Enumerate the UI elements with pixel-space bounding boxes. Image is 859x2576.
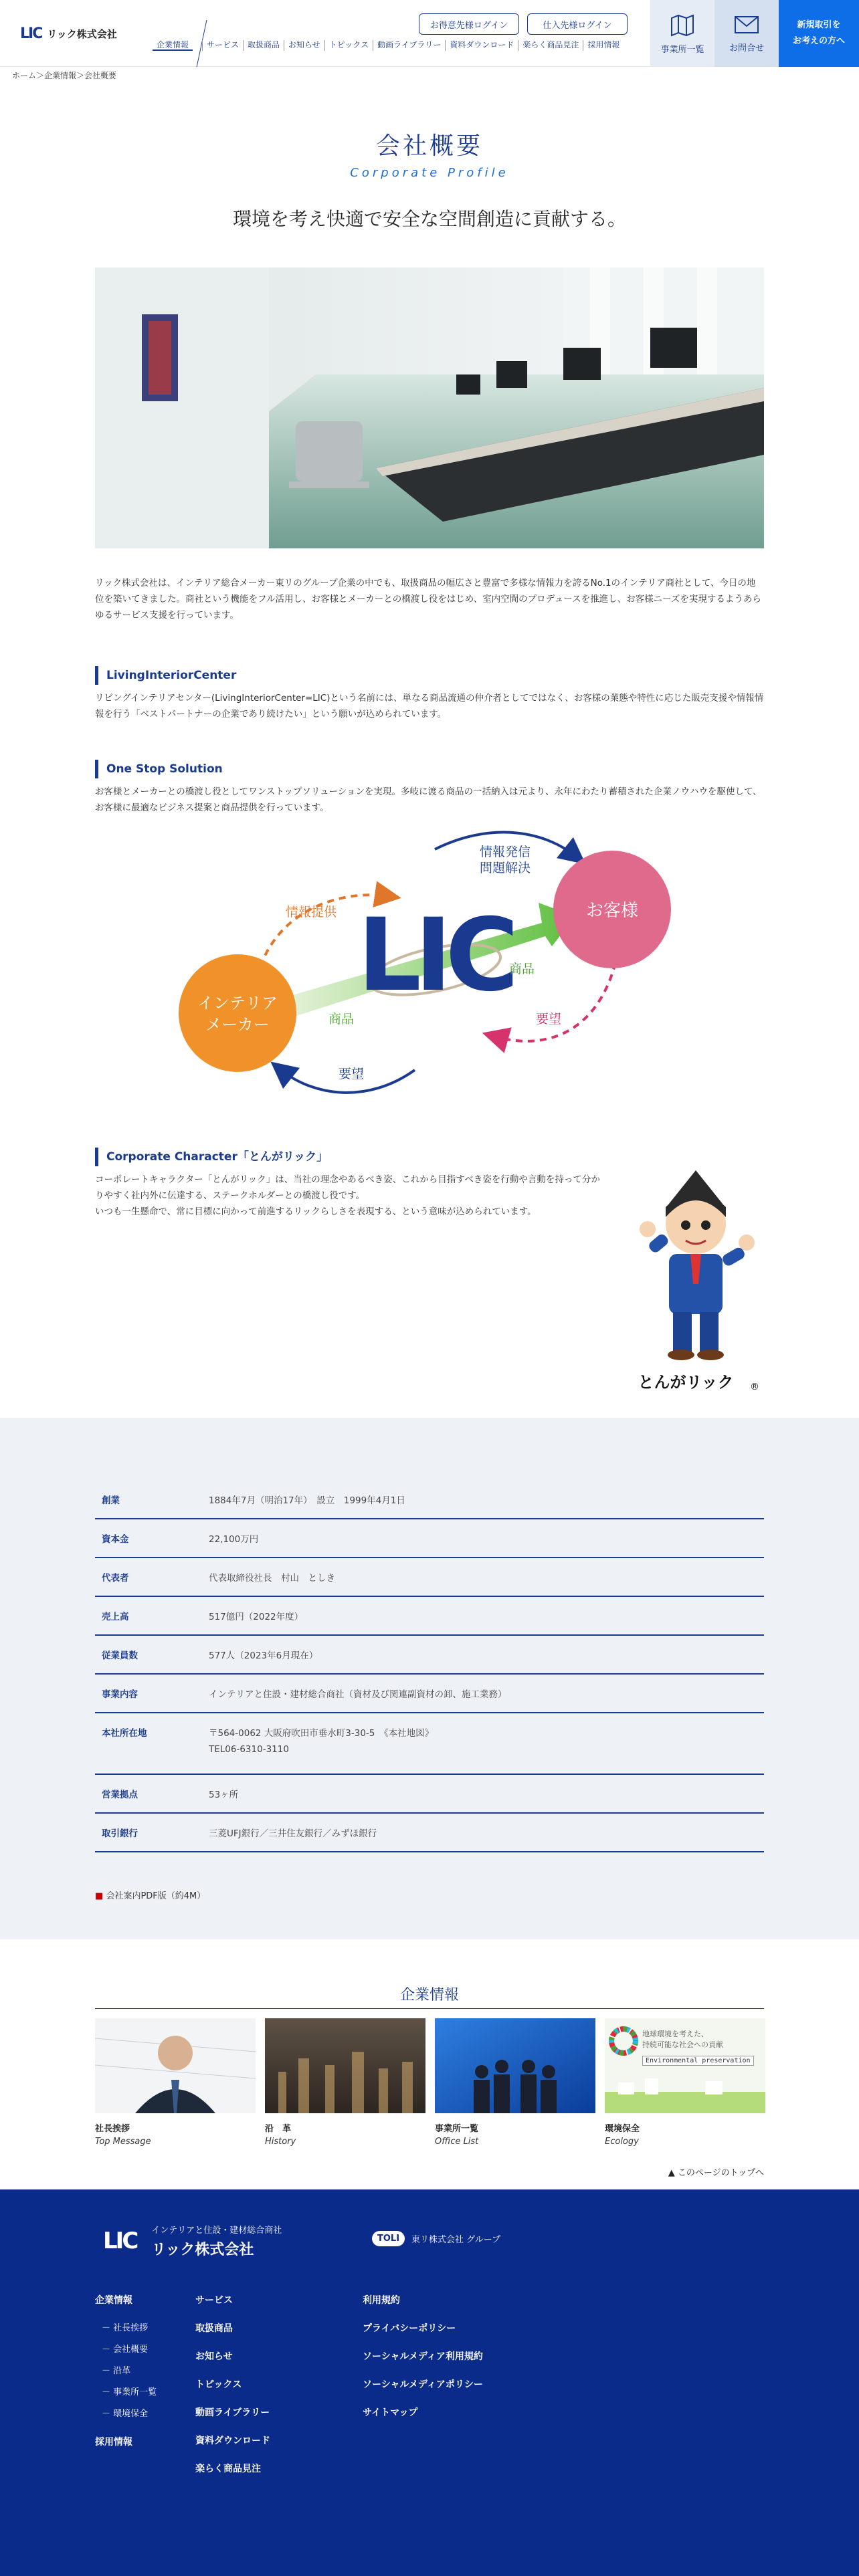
pdf-link[interactable] [95, 1889, 205, 1901]
logo-mark: LIC [20, 25, 42, 42]
ecology-banner-text: 地球環境を考えた、 持続可能な社会への貢献 [642, 2030, 723, 2049]
card-subtitle: Top Message [95, 2137, 151, 2147]
row-label: 本社所在地 [102, 1728, 147, 1739]
footer-link[interactable]: 資料ダウンロード [195, 2436, 270, 2446]
section-title-lic: LivingInteriorCenter [95, 666, 236, 685]
footer-link[interactable]: 楽らく商品見注 [195, 2464, 261, 2474]
footer-company: リック株式会社 [151, 2242, 254, 2258]
card-title: 事業所一覧 [435, 2124, 479, 2134]
footer-link-history[interactable]: － 沿革 [102, 2366, 131, 2376]
pdf-icon: ■ [95, 1891, 104, 1901]
map-icon [669, 13, 696, 37]
group-label: 東リ株式会社 グループ [411, 2235, 501, 2245]
footer-link-ecology[interactable]: － 環境保全 [102, 2409, 149, 2419]
section-body-lic: リビングインテリアセンター(LivingInteriorCenter=LIC)という名前には、単なる商品流通の仲介者としてではなく、お客様の業態や特性に応じた販売支援や情報情報を行う「ベストパートナーの企業であり続けたい」という願いが込められています。 [95, 693, 764, 720]
section-body-character: コーポレートキャラクター「とんがリック」は、当社の理念やあるべき姿、これから目指すべき姿を行動や言動を持って分かりやすく社内外に伝達する、ステークホルダーとの橋渡し役です。 いつも一生懸命で、常に目標に向かって前進するリックらしさを表現する、という意味が込められています。 [95, 1174, 600, 1217]
site-logo[interactable] [20, 25, 117, 42]
mascot-name: とんがリック [638, 1373, 734, 1392]
row-label: 売上高 [102, 1612, 129, 1622]
card-ecology[interactable] [605, 2018, 765, 2147]
card-office-list[interactable] [435, 2018, 595, 2147]
office-staff-photo [435, 2018, 595, 2113]
footer-link-label: 社長挨拶 [113, 2323, 149, 2333]
president-photo [95, 2018, 256, 2113]
card-top-message[interactable] [95, 2018, 256, 2147]
table-row [95, 1597, 764, 1636]
row-label: 資本金 [102, 1534, 129, 1545]
row-label: 代表者 [102, 1573, 129, 1584]
section-body-oss: お客様とメーカーとの橋渡し役としてワンストップソリューションを実現。多岐に渡る商品の一括納入は元より、永年にわたり蓄積された企業ノウハウを駆使して、お客様に最適なビジネス提案と商品提供を行っています。 [95, 786, 762, 813]
footer-link-message[interactable]: － 社長挨拶 [102, 2323, 149, 2333]
row-label: 事業内容 [102, 1689, 138, 1700]
table-row [95, 1558, 764, 1597]
mascot-character [629, 1170, 763, 1398]
info-send-label-2: 問題解決 [479, 861, 531, 875]
card-subtitle: Ecology [605, 2137, 639, 2147]
footer-link[interactable]: 取扱商品 [195, 2323, 233, 2334]
corp-info-title: 企業情報 [95, 1983, 764, 2009]
nav-download[interactable]: 資料ダウンロード [445, 40, 518, 51]
corp-info-cards [95, 2018, 765, 2147]
footer-logo[interactable] [103, 2223, 282, 2259]
office-photo [95, 267, 764, 548]
footer-link-profile[interactable]: － 会社概要 [102, 2345, 149, 2355]
footer-subtitle: インテリアと住設・建材総合商社 [151, 2226, 282, 2236]
row-label: 創業 [102, 1495, 120, 1506]
row-value: 517億円（2022年度） [209, 1612, 304, 1622]
table-row [95, 1675, 764, 1713]
demand-label-1: 要望 [338, 1067, 365, 1081]
contact-button[interactable] [714, 0, 779, 67]
row-value: 〒564-0062 大阪府吹田市垂水町3-30-5 《本社地図》 TEL06-6310-3110 [209, 1728, 434, 1755]
mail-icon [733, 14, 760, 35]
global-nav [153, 40, 624, 51]
client-login-button[interactable]: お得意先様ログイン [419, 13, 519, 35]
table-row [95, 1814, 764, 1852]
section-title-oss: One Stop Solution [95, 760, 223, 778]
row-label: 営業拠点 [102, 1790, 138, 1800]
footer-link[interactable]: プライバシーポリシー [363, 2323, 456, 2334]
new-business-button[interactable]: 新規取引を お考えの方へ [779, 0, 859, 67]
footer-link-label: 環境保全 [113, 2409, 149, 2419]
footer-col-company [95, 2294, 157, 2464]
table-row [95, 1481, 764, 1519]
row-value: インテリアと住設・建材総合商社（資材及び関連副資材の卸、施工業務） [209, 1689, 507, 1700]
nav-service[interactable]: サービス [202, 40, 243, 51]
page-subtitle: Corporate Profile [350, 166, 509, 180]
breadcrumb: ホーム＞企業情報＞会社概要 [12, 71, 117, 80]
nav-recruit[interactable]: 採用情報 [583, 40, 624, 51]
footer-link-label: 沿革 [113, 2366, 131, 2376]
supplier-login-button[interactable]: 仕入先様ログイン [527, 13, 628, 35]
row-value: 三菱UFJ銀行／三井住友銀行／みずほ銀行 [209, 1828, 377, 1839]
footer-logo-mark: LIC [103, 2228, 137, 2254]
footer-link-offices[interactable]: － 事業所一覧 [102, 2387, 157, 2397]
footer-link[interactable]: お知らせ [195, 2351, 233, 2362]
info-supply-label: 情報提供 [285, 905, 337, 920]
maker-label-2: メーカー [205, 1015, 270, 1034]
intro-text: リック株式会社は、インテリア総合メーカー東リのグループ企業の中でも、取扱商品の幅広さと豊富で多様な情報力を誇るNo.1のインテリア商社として、今日の地位を築いてきました。商社という機能をフル活用し、お客様とメーカーとの橋渡し役をはじめ、室内空間のプロデュースを推進し、お客様ニーズを実現するようあらゆるサービス支援を行っています。 [95, 578, 761, 621]
row-label: 取引銀行 [102, 1828, 138, 1839]
page-top-link[interactable]: ▲ このページのトップへ [668, 2168, 764, 2178]
footer-link[interactable]: ソーシャルメディアポリシー [363, 2379, 483, 2390]
table-row [95, 1713, 764, 1775]
nav-company[interactable]: 企業情報 [153, 40, 193, 51]
history-photo [265, 2018, 425, 2113]
pdf-link-label: 会社案内PDF版（約4M） [106, 1891, 206, 1901]
row-value: 代表取締役社長 村山 としき [209, 1573, 335, 1584]
footer-link-label: 事業所一覧 [113, 2387, 157, 2397]
page-lead: 環境を考え快適で安全な空間創造に貢献する。 [232, 208, 626, 230]
customer-label: お客様 [585, 901, 639, 921]
toli-logo: TOLI [372, 2231, 405, 2246]
nav-video[interactable]: 動画ライブラリー [373, 40, 445, 51]
office-list-label: 事業所一覧 [660, 44, 704, 55]
demand-label-2: 要望 [535, 1012, 562, 1027]
card-title: 沿 革 [265, 2124, 292, 2134]
nav-products[interactable]: 取扱商品 [243, 40, 284, 51]
nav-topics[interactable]: トピックス [324, 40, 373, 51]
company-table [95, 1481, 764, 1852]
footer-link[interactable]: ソーシャルメディア利用規約 [363, 2351, 483, 2362]
maker-circle [179, 954, 296, 1072]
office-list-button[interactable] [650, 0, 714, 67]
row-value: 22,100万円 [209, 1534, 259, 1545]
contact-label: お問合せ [729, 43, 764, 53]
row-value: 53ヶ所 [209, 1790, 239, 1800]
goods-label-1: 商品 [328, 1012, 355, 1027]
footer-link[interactable]: 利用規約 [363, 2295, 400, 2306]
nav-news[interactable]: お知らせ [284, 40, 324, 51]
footer-link-company[interactable]: 企業情報 [95, 2295, 132, 2306]
row-label: 従業員数 [102, 1650, 138, 1661]
card-subtitle: History [265, 2137, 296, 2147]
logo-text: リック株式会社 [47, 28, 117, 40]
section-title-character: Corporate Character「とんがリック」 [95, 1148, 328, 1166]
card-title: 環境保全 [605, 2124, 640, 2134]
row-value: 577人（2023年6月現在） [209, 1650, 318, 1661]
card-history[interactable] [265, 2018, 425, 2147]
card-title: 社長挨拶 [95, 2124, 130, 2134]
lic-mark: LIC [357, 897, 512, 1014]
footer-link[interactable]: 動画ライブラリー [195, 2407, 270, 2418]
footer-col-services [195, 2294, 270, 2490]
one-stop-diagram [167, 823, 689, 1103]
footer-link[interactable]: サービス [195, 2295, 233, 2306]
table-row [95, 1519, 764, 1558]
card-subtitle: Office List [435, 2137, 479, 2147]
nav-order[interactable]: 楽らく商品見注 [518, 40, 583, 51]
table-row [95, 1775, 764, 1814]
table-row [95, 1636, 764, 1675]
site-footer [0, 2189, 859, 2576]
footer-link[interactable]: トピックス [195, 2379, 242, 2390]
registered-mark: ® [750, 1382, 759, 1392]
ecology-banner [605, 2018, 765, 2113]
footer-link-label: 会社概要 [113, 2345, 149, 2355]
footer-link[interactable]: サイトマップ [363, 2407, 418, 2418]
site-header [0, 0, 859, 67]
page-title: 会社概要 [375, 132, 483, 160]
maker-label-1: インテリア [197, 994, 278, 1012]
info-send-label-1: 情報発信 [479, 845, 531, 859]
group-logo[interactable] [372, 2231, 500, 2246]
goods-label-2: 商品 [508, 962, 535, 976]
footer-col-policies [363, 2294, 483, 2434]
row-value: 1884年7月（明治17年） 設立 1999年4月1日 [209, 1495, 405, 1506]
ecology-banner-en: Environmental preservation [642, 2056, 754, 2066]
footer-link-recruit[interactable]: 採用情報 [95, 2437, 132, 2448]
